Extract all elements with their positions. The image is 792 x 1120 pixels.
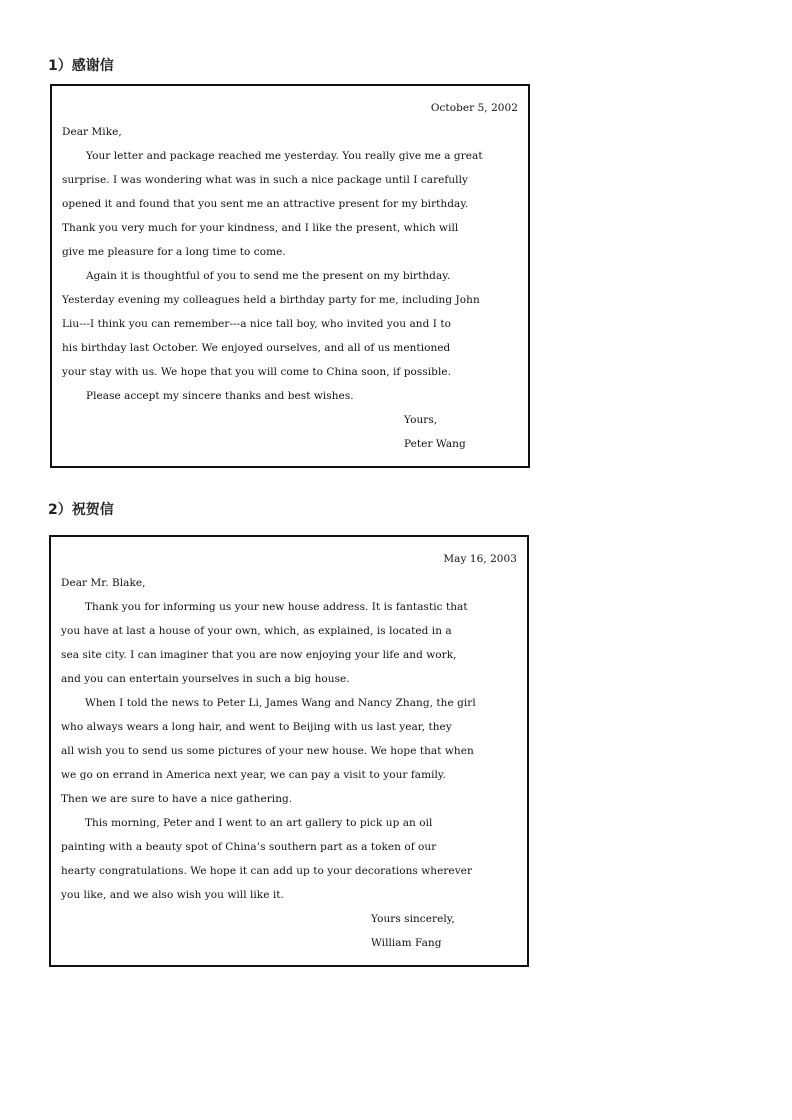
letter2-heading: 2）祝贺信 [48,502,114,518]
letter1-line: Yesterday evening my colleagues held a birthday party for me, including John [62,294,480,306]
letter1-line: Thank you very much for your kindness, and I like the present, which will [62,222,459,234]
letter2-line: and you can entertain yourselves in such a big house. [61,673,350,685]
congratulations-letter [49,535,529,967]
letter1-heading: 1）感谢信 [48,58,114,74]
letter2-signature: William Fang [371,937,442,949]
letter1-line: surprise. I was wondering what was in such a nice package until I carefully [62,174,468,186]
letter2-line: you like, and we also wish you will like it. [61,889,284,901]
letter2-line: Then we are sure to have a nice gathering. [61,793,293,805]
letter2-line: Thank you for informing us your new house address. It is fantastic that [85,601,468,613]
letter1-line: Liu---I think you can remember---a nice tall boy, who invited you and I to [62,318,451,330]
letter1-line: give me pleasure for a long time to come. [62,246,286,258]
letter1-line: your stay with us. We hope that you will come to China soon, if possible. [62,366,452,378]
letter1-line: opened it and found that you sent me an attractive present for my birthday. [62,198,469,210]
letter2-line: When I told the news to Peter Li, James Wang and Nancy Zhang, the girl [85,697,476,709]
letter1-line: Please accept my sincere thanks and best wishes. [86,390,354,402]
letter1-signature: Peter Wang [404,438,466,450]
letter1-salutation: Dear Mike, [62,126,122,138]
letter2-line: hearty congratulations. We hope it can add up to your decorations wherever [61,865,473,877]
letter2-line: This morning, Peter and I went to an art gallery to pick up an oil [85,817,433,829]
letter2-closing: Yours sincerely, [371,913,455,925]
letter2-line: who always wears a long hair, and went to Beijing with us last year, they [61,721,452,733]
letter2-date: May 16, 2003 [443,553,517,565]
letter2-line: you have at last a house of your own, which, as explained, is located in a [61,625,452,637]
letter2-line: all wish you to send us some pictures of your new house. We hope that when [61,745,474,757]
letter1-line: Your letter and package reached me yesterday. You really give me a great [86,150,483,162]
letter2-line: sea site city. I can imaginer that you are now enjoying your life and work, [61,649,457,661]
thank-you-letter [50,84,530,468]
letter1-line: his birthday last October. We enjoyed ourselves, and all of us mentioned [62,342,451,354]
letter1-date: October 5, 2002 [430,102,518,114]
letter2-line: we go on errand in America next year, we can pay a visit to your family. [61,769,446,781]
letter2-line: painting with a beauty spot of China’s southern part as a token of our [61,841,437,853]
letter1-closing: Yours, [404,414,438,426]
letter2-salutation: Dear Mr. Blake, [61,577,146,589]
letter1-line: Again it is thoughtful of you to send me the present on my birthday. [86,270,451,282]
